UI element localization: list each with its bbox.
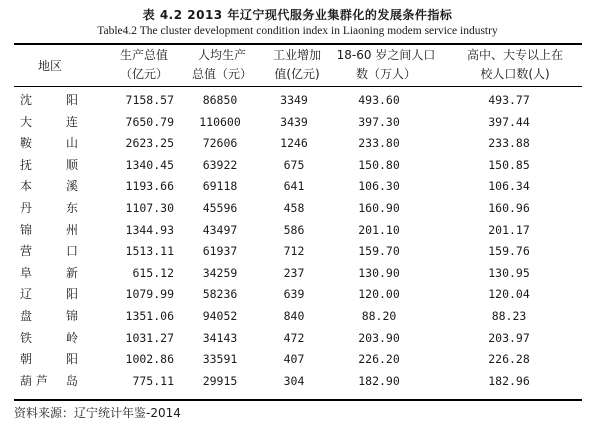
cell-gdp: 1513.11 [125, 244, 174, 259]
header-per-capita-line2: 总值（元） [191, 67, 252, 81]
region-name-last: 山 [65, 136, 78, 151]
header-industry-line2: 值(亿元) [274, 67, 320, 81]
cell-population: 159.70 [358, 244, 400, 259]
cell-population: 182.90 [358, 373, 400, 388]
cell-per-capita: 72606 [202, 136, 238, 151]
region-name-first: 锦 [20, 222, 33, 237]
table-row [14, 284, 582, 306]
cell-gdp: 7158.57 [125, 93, 174, 107]
table-row [14, 263, 582, 285]
table-row [14, 349, 582, 371]
cell-education: 159.76 [488, 244, 530, 259]
cell-education: 160.96 [488, 201, 530, 215]
table-row [14, 241, 582, 263]
cell-population: 397.30 [358, 114, 400, 129]
cell-industry: 3439 [280, 114, 308, 129]
region-name-first: 鞍 [20, 136, 33, 151]
cell-per-capita: 86850 [202, 93, 238, 107]
cell-education: 130.95 [488, 265, 530, 280]
cell-industry: 586 [283, 222, 305, 237]
region-name-first: 葫 芦 [20, 373, 48, 388]
cell-gdp: 7650.79 [125, 114, 174, 129]
region-name-last: 顺 [65, 157, 78, 172]
top-rule [14, 43, 582, 45]
cell-gdp: 1340.45 [125, 157, 174, 172]
cell-per-capita: 63922 [202, 157, 238, 172]
cell-population: 88.20 [361, 309, 397, 323]
cell-gdp: 1002.86 [125, 352, 174, 367]
region-name-first: 沈 [20, 93, 33, 107]
region-name-first: 辽 [20, 287, 33, 302]
cell-gdp: 2623.25 [125, 136, 174, 151]
table-row [14, 220, 582, 242]
cell-population: 120.00 [358, 287, 400, 302]
region-name-first: 阜 [20, 265, 33, 280]
header-gdp-line1: 生产总值 [119, 48, 168, 62]
cell-region [20, 349, 78, 371]
table-title-english: Table4.2 The cluster development condition index in Liaoning modem service industry [97, 25, 498, 37]
cell-per-capita: 58236 [202, 287, 238, 302]
region-name-first: 大 [20, 114, 33, 129]
cell-region [20, 155, 78, 177]
header-rule [14, 86, 582, 87]
cell-industry: 458 [283, 201, 305, 215]
header-population [332, 46, 440, 86]
header-per-capita-line1: 人均生产 [197, 48, 246, 62]
cell-population: 226.20 [358, 352, 400, 367]
table-row [14, 306, 582, 328]
region-name-first: 朝 [20, 352, 33, 367]
cell-gdp: 1031.27 [125, 330, 174, 345]
cell-population: 150.80 [358, 157, 400, 172]
cell-industry: 407 [283, 352, 305, 367]
cell-population: 130.90 [358, 265, 400, 280]
region-name-last: 岛 [65, 373, 78, 388]
region-name-last: 口 [65, 244, 78, 259]
cell-gdp: 775.11 [132, 373, 174, 388]
region-name-last: 阳 [65, 352, 78, 367]
header-education-line2: 校人口数(人) [480, 67, 550, 81]
cell-region [20, 133, 78, 155]
cell-per-capita: 29915 [202, 373, 238, 388]
region-name-last: 溪 [65, 179, 78, 194]
cell-population: 233.80 [358, 136, 400, 151]
cell-industry: 641 [283, 179, 305, 194]
source-note: 资料来源：辽宁统计年鉴-2014 [14, 406, 181, 420]
header-education-line1: 高中、大专以上在 [466, 48, 563, 62]
table-row [14, 328, 582, 350]
region-name-first: 抚 [20, 157, 33, 172]
cell-per-capita: 34143 [202, 330, 238, 345]
cell-region [20, 112, 78, 134]
table-row [14, 198, 582, 220]
cell-per-capita: 33591 [202, 352, 238, 367]
cell-region [20, 263, 78, 285]
region-name-last: 东 [65, 201, 78, 215]
cell-gdp: 1344.93 [125, 222, 174, 237]
cell-education: 182.96 [488, 373, 530, 388]
cell-per-capita: 45596 [202, 201, 238, 215]
table-title-chinese: 表 4.2 2013 年辽宁现代服务业集群化的发展条件指标 [142, 8, 453, 22]
cell-region [20, 328, 78, 350]
cell-region [20, 371, 78, 393]
header-region: 地区 [37, 59, 62, 73]
cell-gdp: 1107.30 [125, 201, 174, 215]
cell-gdp: 1351.06 [125, 309, 174, 323]
cell-per-capita: 34259 [202, 265, 238, 280]
cell-per-capita: 43497 [202, 222, 238, 237]
cell-per-capita: 110600 [199, 114, 241, 129]
cell-education: 233.88 [488, 136, 530, 151]
cell-population: 201.10 [358, 222, 400, 237]
region-name-first: 丹 [20, 201, 33, 215]
table-row [14, 371, 582, 393]
region-name-first: 盘 [20, 309, 33, 323]
cell-region [20, 306, 78, 328]
cell-region [20, 220, 78, 242]
cell-industry: 675 [283, 157, 305, 172]
cell-industry: 1246 [280, 136, 308, 151]
cell-industry: 472 [283, 330, 305, 345]
cell-per-capita: 61937 [202, 244, 238, 259]
table-row [14, 112, 582, 134]
header-gdp [104, 46, 184, 86]
region-name-last: 阳 [65, 93, 78, 107]
header-population-line2: 数（万人） [355, 67, 416, 81]
region-name-first: 铁 [20, 330, 33, 345]
region-name-first: 营 [20, 244, 33, 259]
region-name-last: 连 [65, 114, 78, 129]
cell-population: 106.30 [358, 179, 400, 194]
header-gdp-line2: （亿元） [119, 67, 168, 81]
cell-education: 203.97 [488, 330, 530, 345]
cell-region [20, 284, 78, 306]
cell-per-capita: 69118 [202, 179, 238, 194]
cell-industry: 840 [283, 309, 305, 323]
cell-region [20, 198, 78, 220]
cell-education: 120.04 [488, 287, 530, 302]
table-row [14, 155, 582, 177]
region-name-last: 州 [65, 222, 78, 237]
header-education [450, 46, 580, 86]
cell-population: 203.90 [358, 330, 400, 345]
cell-population: 493.60 [358, 93, 400, 107]
table-row [14, 133, 582, 155]
cell-education: 150.85 [488, 157, 530, 172]
cell-per-capita: 94052 [202, 309, 238, 323]
region-name-last: 锦 [65, 309, 78, 323]
cell-region [20, 90, 78, 112]
cell-industry: 237 [283, 265, 305, 280]
cell-education: 397.44 [488, 114, 530, 129]
header-per-capita [182, 46, 262, 86]
region-name-last: 岭 [65, 330, 78, 345]
cell-gdp: 1079.99 [125, 287, 174, 302]
cell-education: 493.77 [488, 93, 530, 107]
table-row [14, 176, 582, 198]
cell-industry: 304 [283, 373, 305, 388]
cell-industry: 639 [283, 287, 305, 302]
region-name-last: 阳 [65, 287, 78, 302]
cell-gdp: 615.12 [132, 265, 174, 280]
cell-population: 160.90 [358, 201, 400, 215]
table-row [14, 90, 582, 112]
region-name-first: 本 [20, 179, 33, 194]
cell-industry: 712 [283, 244, 305, 259]
region-name-last: 新 [65, 265, 78, 280]
cell-region [20, 241, 78, 263]
cell-education: 201.17 [488, 222, 530, 237]
cell-region [20, 176, 78, 198]
cell-education: 226.28 [488, 352, 530, 367]
cell-education: 88.23 [491, 309, 527, 323]
cell-industry: 3349 [280, 93, 308, 107]
cell-education: 106.34 [488, 179, 530, 194]
cell-gdp: 1193.66 [125, 179, 174, 194]
header-industry [262, 46, 332, 86]
header-population-line1: 18-60 岁之间人口 [336, 48, 436, 62]
header-industry-line1: 工业增加 [272, 48, 321, 62]
bottom-rule [14, 399, 582, 401]
